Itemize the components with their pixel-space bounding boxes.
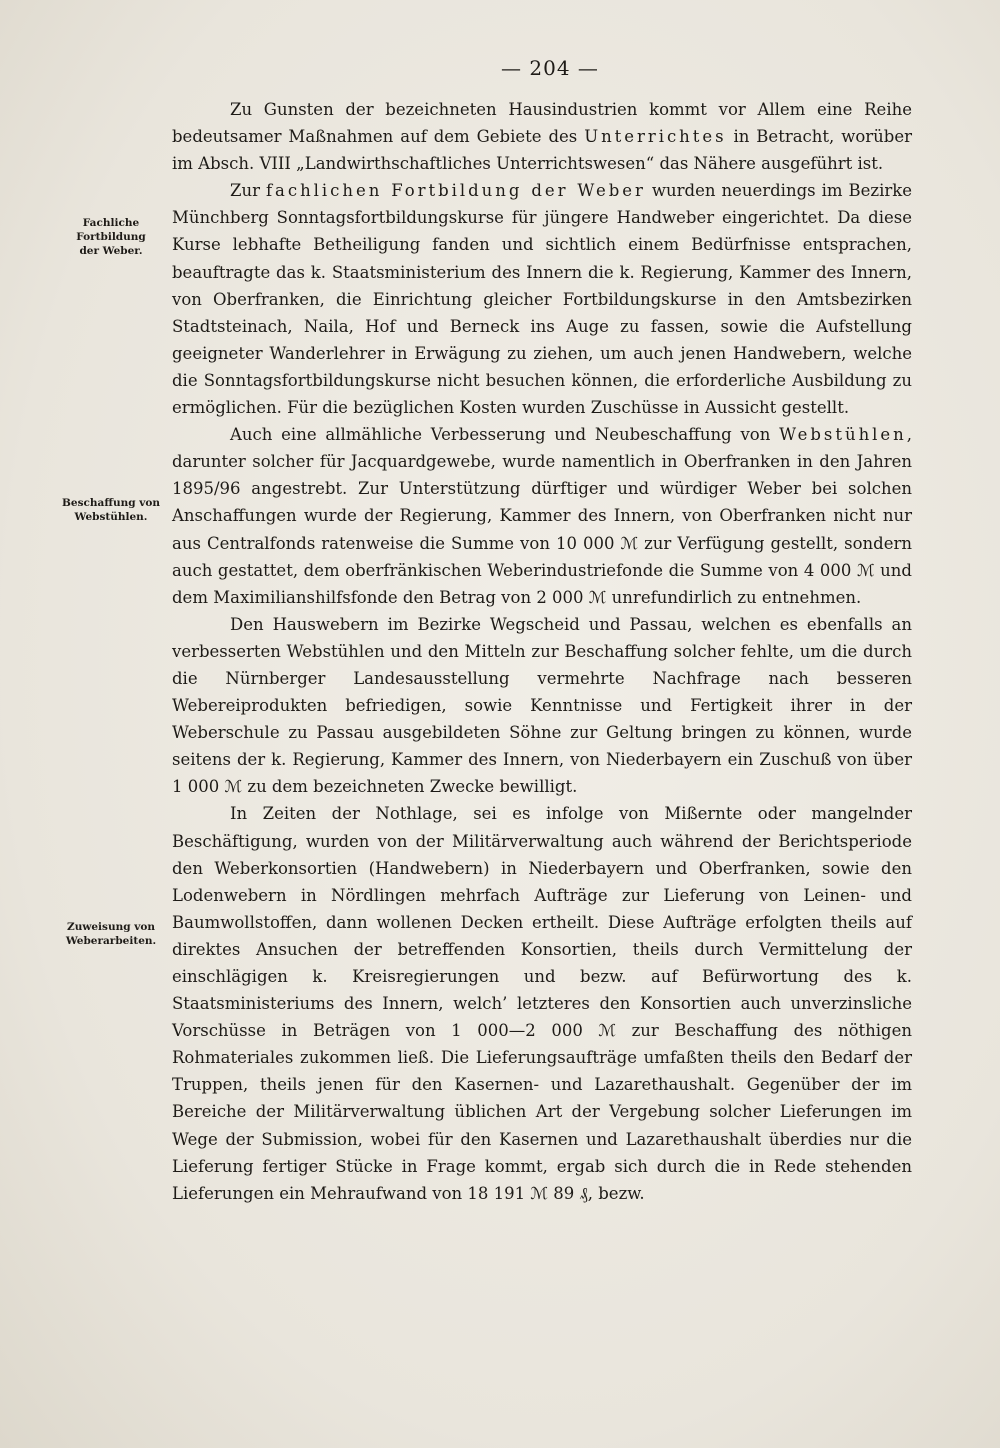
paragraph-fortbildung bbox=[172, 177, 912, 421]
text-run: , darunter solcher für Jacquardgewebe, wurde namentlich in Oberfranken in den Jahren 1895/96 angestrebt. Zur Unterstützung dürftiger und würdiger Weber bei solchen Anschaffungen wurde der Regierung, Kammer des Innern, von Oberfranken nicht nur aus Centralfonds ratenweise die Summe von 10 000 ℳ zur Verfügung gestellt, sondern auch gestattet, dem oberfränkischen Weberindustriefonde die Summe von 4 000 ℳ und dem Maximilianshilfsfonde den Betrag von 2 000 ℳ unrefundirlich zu entnehmen. bbox=[172, 425, 912, 607]
margin-note-line: Fortbildung bbox=[76, 231, 146, 243]
margin-note-line: Fachliche bbox=[82, 217, 140, 229]
margin-note-line: der Weber. bbox=[79, 245, 143, 257]
margin-note-line: Zuweisung von bbox=[67, 921, 155, 933]
margin-note-line: Beschaffung von bbox=[62, 497, 160, 509]
paragraph-webstuehle bbox=[172, 421, 912, 611]
margin-note-line: Weberarbeiten. bbox=[65, 935, 157, 947]
emphasis-run: fachlichen Fortbildung der Weber bbox=[265, 181, 646, 201]
paragraph-weberarbeiten bbox=[172, 800, 912, 1206]
paragraph-hausweber bbox=[172, 611, 912, 801]
emphasis-run: Unterrichtes bbox=[584, 127, 727, 147]
emphasis-run: Webstühlen bbox=[779, 425, 907, 445]
text-run: In Zeiten der Nothlage, sei es infolge von Mißernte oder mangelnder Beschäftigung, wurden von der Militärverwaltung auch während der Berichtsperiode den Weberkonsortien (Handwebern) in Niederbayern und Oberfranken, sowie den Lodenwebern in Nördlingen mehrfach Aufträge zur Lieferung von Leinen- und Baumwollstoffen, dann wollenen Decken ertheilt. Diese Aufträge erfolgten theils auf direktes Ansuchen der betreffenden Konsortien, theils durch Vermittelung der einschlägigen k. Kreisregierungen und bezw. auf Befürwortung des k. Staatsministeriums des Innern, welch’ letzteres den Konsortien auch unverzinsliche Vorschüsse in Beträgen von 1 000—2 000 ℳ zur Beschaffung des nöthigen Rohmateriales zukommen ließ. Die Lieferungsaufträge umfaßten theils den Bedarf der Truppen, theils jenen für den Kasernen- und Lazarethaushalt. Gegenüber der im Bereiche der Militärverwaltung üblichen Art der Vergebung solcher Lieferungen im Wege der Submission, wobei für den Kasernen und Lazarethaushalt überdies nur die Lieferung fertiger Stücke in Frage kommt, ergab sich durch die in Rede stehenden Lieferungen ein Mehraufwand von 18 191 ℳ 89 ₰, bezw. bbox=[172, 804, 912, 1203]
margin-note-line: Webstühlen. bbox=[74, 511, 148, 523]
paragraph-unterricht bbox=[172, 96, 912, 177]
text-run: in Betracht, worüber im Absch. VIII „Landwirthschaftliches Unterrichtswesen“ das Nähere ausgeführt ist. bbox=[172, 127, 912, 174]
text-run: wurden neuerdings im Bezirke Münchberg Sonntagsfortbildungskurse für jüngere Handweber eingerichtet. Da diese Kurse lebhafte Betheiligung fanden und sichtlich einem Bedürfnisse entsprachen, beauftragte das k. Staatsministerium des Innern die k. Regierung, Kammer des Innern, von Oberfranken, die Einrichtung gleicher Fortbildungskurse in den Amtsbezirken Stadtsteinach, Naila, Hof und Berneck ins Auge zu fassen, sowie die Aufstellung geeigneter Wanderlehrer in Erwägung zu ziehen, um auch jenen Handwebern, welche die Sonntagsfortbildungskurse nicht besuchen können, die erforderliche Ausbildung zu ermöglichen. Für die bezüglichen Kosten wurden Zuschüsse in Aussicht gestellt. bbox=[172, 181, 913, 418]
margin-note-fachliche-fortbildung bbox=[52, 216, 170, 258]
body-text bbox=[172, 96, 912, 1207]
margin-note-beschaffung-webstuehle bbox=[52, 496, 170, 524]
text-run: Auch eine allmähliche Verbesserung und Neubeschaffung von bbox=[230, 425, 780, 445]
text-run: Zu Gunsten der bezeichneten Hausindustrien kommt vor Allem eine Reihe bedeutsamer Maßnahmen auf dem Gebiete des bbox=[172, 100, 912, 147]
text-run: Den Hauswebern im Bezirke Wegscheid und Passau, welchen es ebenfalls an verbesserten Webstühlen und den Mitteln zur Beschaffung solcher fehlte, um die durch die Nürnberger Landesausstellung vermehrte Nachfrage nach besseren Webereiprodukten befriedigen, sowie Kenntnisse und Fertigkeit ihrer in der Weberschule zu Passau ausgebildeten Söhne zur Geltung bringen zu können, wurde seitens der k. Regierung, Kammer des Innern, von Niederbayern ein Zuschuß von über 1 000 ℳ zu dem bezeichneten Zwecke bewilligt. bbox=[172, 614, 912, 797]
margin-note-zuweisung-weberarbeiten bbox=[52, 920, 170, 948]
page-number: — 204 — bbox=[501, 56, 599, 80]
text-run: Zur bbox=[230, 181, 266, 201]
